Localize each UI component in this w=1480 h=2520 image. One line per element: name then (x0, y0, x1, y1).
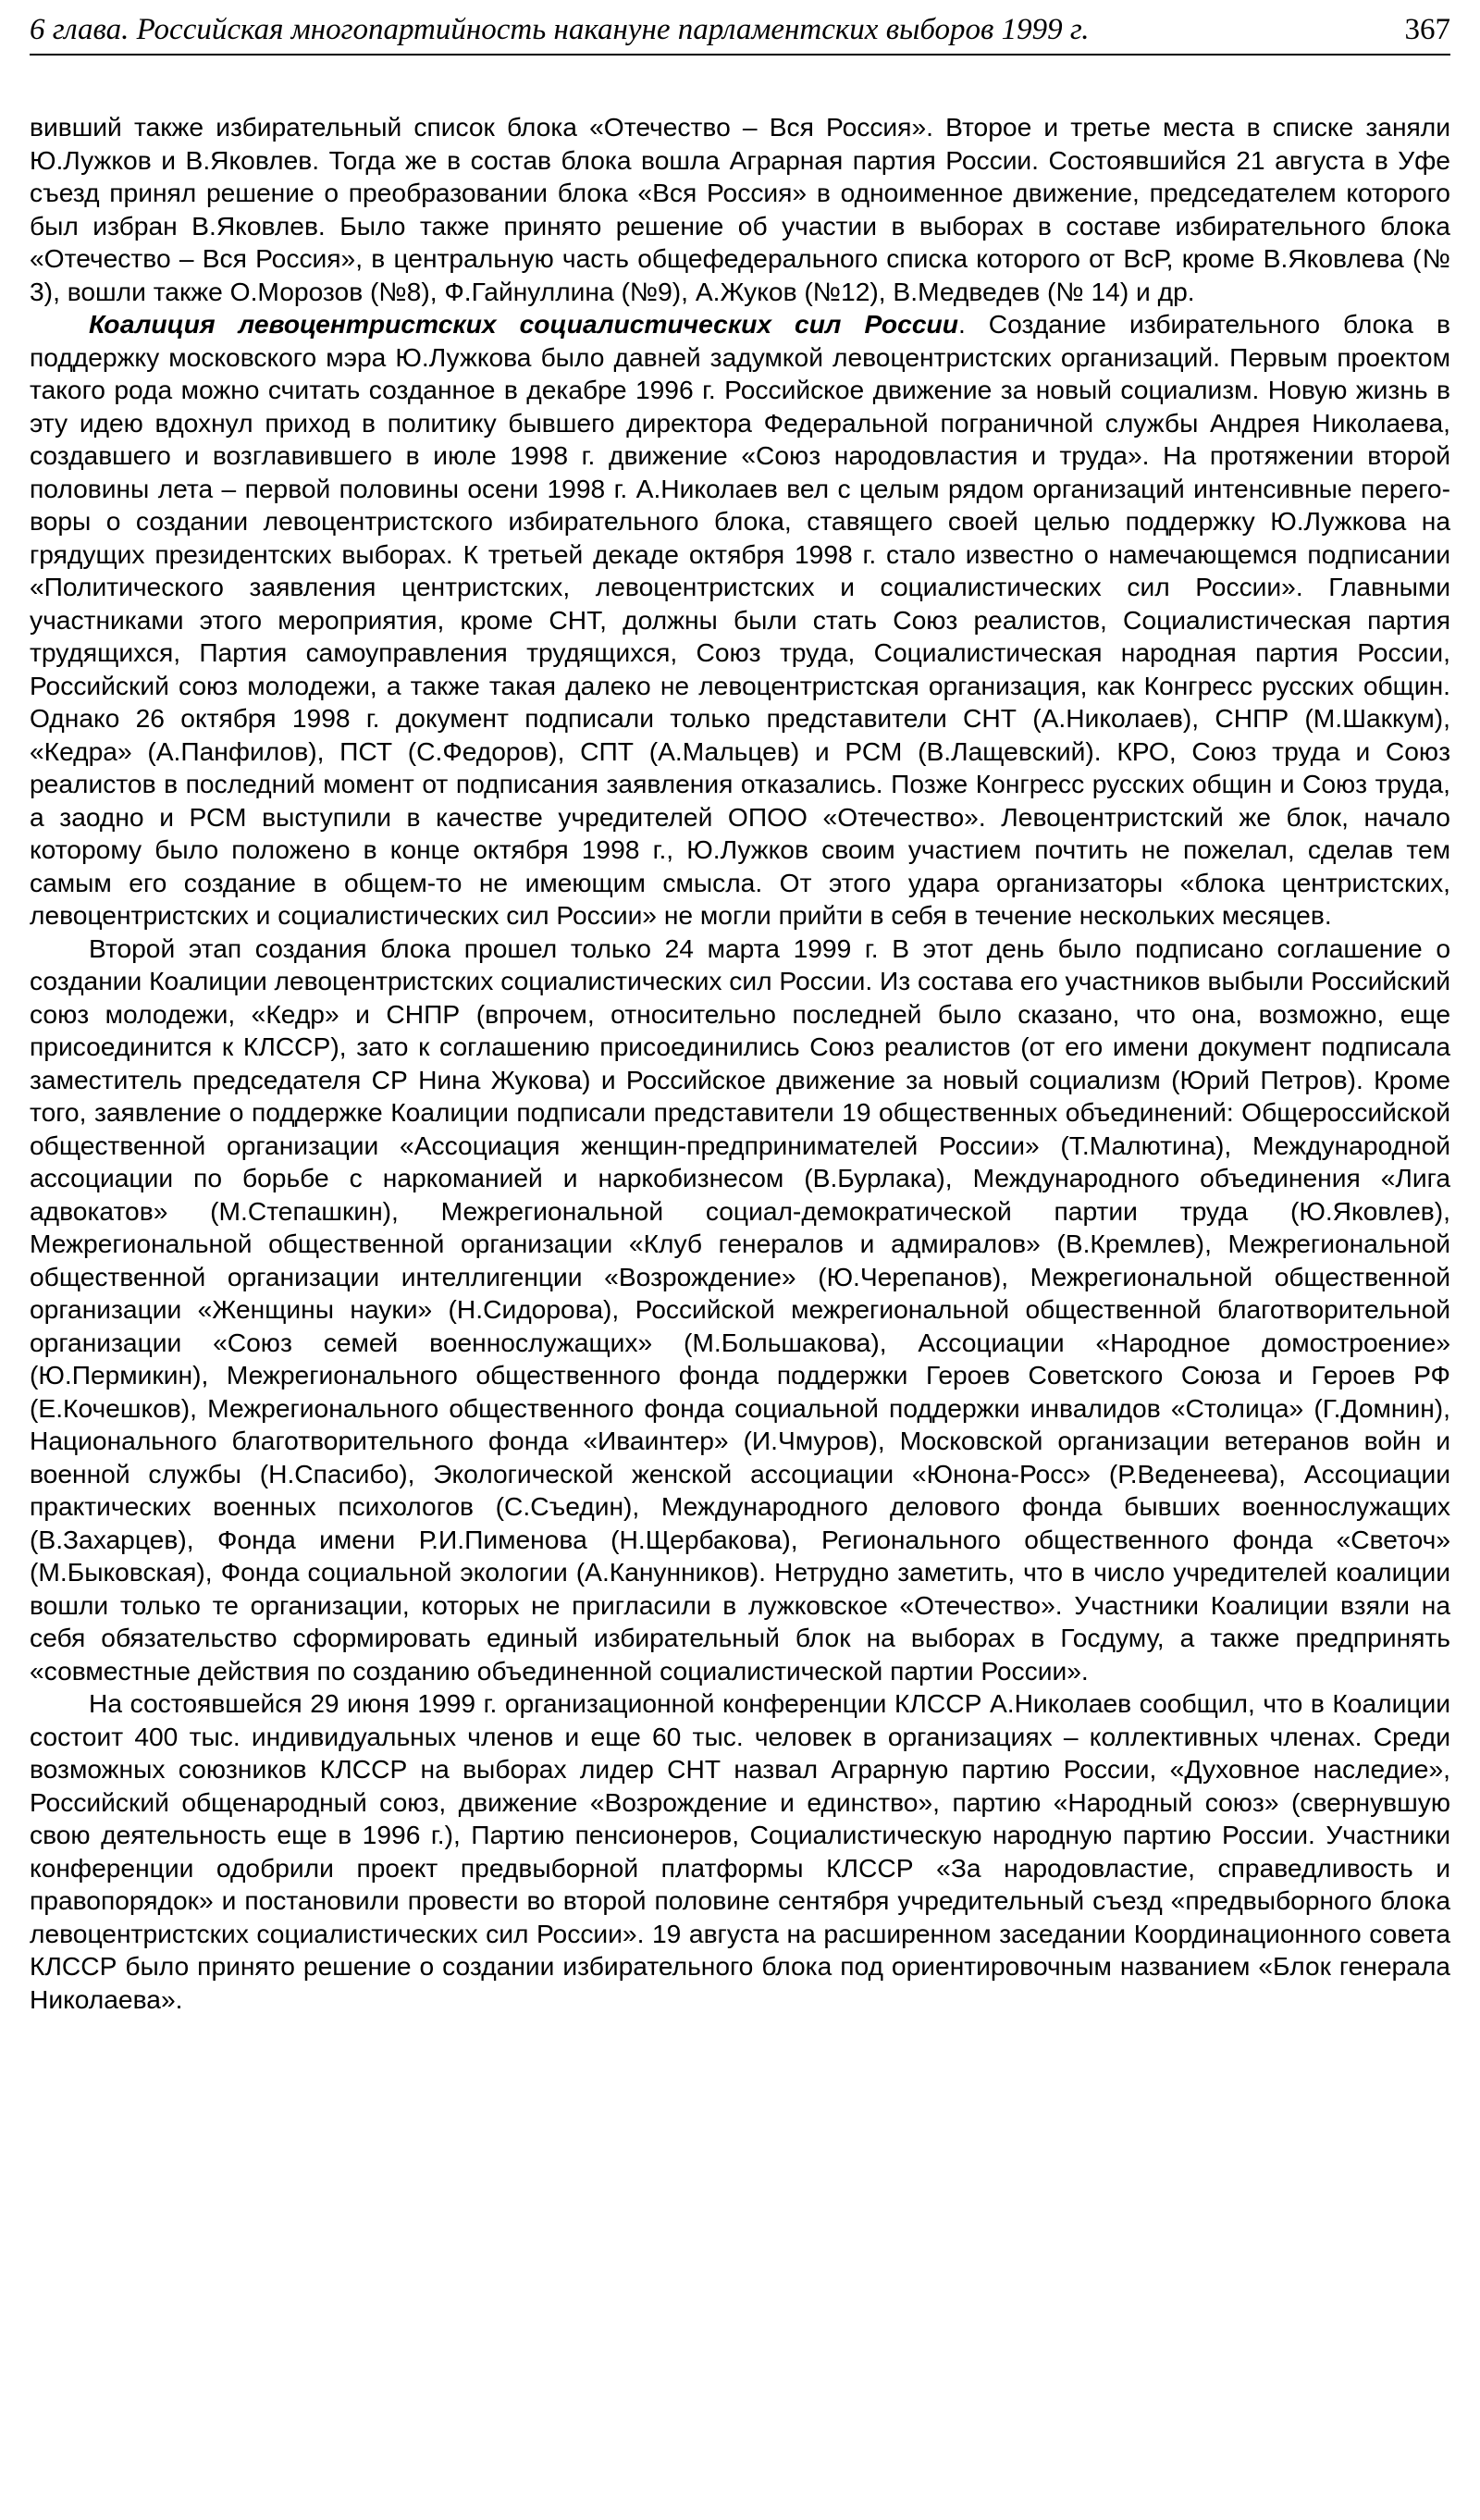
chapter-title: 6 глава. Российская многопартийность накануне парламентских выборов 1999 г. (30, 13, 1090, 46)
header-rule (30, 54, 1450, 56)
paragraph-text: На состоявшейся 29 июня 1999 г. организационной конференции КЛССР А.Николаев сообщил, что в Коалиции состоит 400 тыс. индивидуальных членов и еще 60 тыс. человек в организациях – коллективных членах. Среди возможных союзников КЛССР на выборах лидер СНТ назвал Аграрную партию России, «Духовное наследие», Российский общенародный союз, движение «Возрождение и единство», партию «Народный союз» (свернувшую свою деятельность еще в 1996 г.), Партию пенсионеров, Социалистическую народную партию России. Участники конференции одобрили проект предвыборной платформы КЛССР «За народовластие, справедливость и правопорядок» и постановили провести во второй половине сентября учредительный съезд «предвыборного блока левоцентристских социалистических сил России». 19 августа на расширенном заседании Координационного совета КЛССР было принято решение о создании избирательного блока под ориентировочным названием «Блок генерала Николаева». (30, 1688, 1450, 2014)
running-header (30, 9, 1450, 50)
page-number: 367 (1404, 13, 1450, 46)
paragraph-4 (30, 1687, 1450, 2016)
paragraph-text: вивший также избирательный список блока «Отечество – Вся Россия». Второе и третье места в списке заняли Ю.Лужков и В.Яковлев. Тогда же в состав блока вошла Аграрная партия России. Состоявшийся 21 августа в Уфе съезд принял решение о преобразовании блока «Вся Россия» в одноименное движение, председателем которого был избран В.Яковлев. Было также принято решение об участии в выборах в составе избирательного блока «Отечество – Вся Россия», в центральную часть общефедерального списка которого от ВсР, кроме В.Яковлева (№ 3), вошли также О.Морозов (№8), Ф.Гайнуллина (№9), А.Жуков (№12), В.Медведев (№ 14) и др. (30, 112, 1450, 306)
paragraph-text: . Создание избирательного блока в поддержку московского мэра Ю.Лужкова было давней задумкой левоцентристских организаций. Первым проектом такого рода можно считать созданное в декабре 1996 г. Российское движение за новый социализм. Новую жизнь в эту идею вдохнул приход в политику бывшего директора Федеральной пограничной службы Андрея Николаева, создавшего и возглавившего в июле 1998 г. движение «Союз народовластия и труда». На протяжении второй половины лета – первой половины осени 1998 г. А.Николаев вел с целым рядом организаций интенсивные переговоры о создании левоцентристского избирательного блока, ставящего своей целью поддержку Ю.Лужкова на грядущих президентских выборах. К третьей декаде октября 1998 г. стало известно о намечающемся подписании «Политического заявления центристских, левоцентристских и социалистических сил России». Главными участниками этого мероприятия, кроме СНТ, должны были стать Союз реалистов, Социалистическая партия трудящихся, Партия самоуправления трудящихся, Союз труда, Социалистическая народная партия России, Российский союз молодежи, а также такая далеко не левоцентристская организация, как Конгресс русских общин. Однако 26 октября 1998 г. документ подписали только представители СНТ (А.Николаев), СНПР (М.Шаккум), «Кедра» (А.Панфилов), ПСТ (С.Федоров), СПТ (А.Мальцев) и РСМ (В.Лащевский). КРО, Союз труда и Союз реалистов в последний момент от подписания заявления отказались. Позже Конгресс русских общин и Союз труда, а заодно и РСМ выступили в качестве учредителей ОПОО «Отечество». Левоцентристский же блок, начало которому было положено в конце октября 1998 г., Ю.Лужков своим участием почтить не пожелал, сделав тем самым его создание в общем-то не имеющим смысла. От этого удара организаторы «блока центристских, левоцентристских и социалистических сил России» не могли прийти в себя в течение нескольких месяцев. (30, 309, 1450, 930)
paragraph-2 (30, 308, 1450, 933)
body-text (30, 111, 1450, 2016)
section-lead: Коалиция левоцентристских социалистических сил России (89, 309, 958, 339)
paragraph-text: Второй этап создания блока прошел только 24 марта 1999 г. В этот день было подписано соглашение о создании Коалиции левоцентристских социалистических сил России. Из состава его участников выбыли Российский союз молодежи, «Кедр» и СНПР (впрочем, относительно последней было сказано, что она, возможно, еще присоединится к КЛССР), зато к соглашению присоединились Союз реалистов (от его имени документ подписала заместитель председателя СР Нина Жукова) и Российское движение за новый социализм (Юрий Петров). Кроме того, заявление о поддержке Коалиции подписали представители 19 общественных объединений: Общероссийской общественной организации «Ассоциация женщин-предпринимателей России» (Т.Малютина), Международной ассоциации по борьбе с наркоманией и наркобизнесом (В.Бурлака), Международного объединения «Лига адвокатов» (М.Степашкин), Межрегиональной социал-демократической партии труда (Ю.Яковлев), Межрегиональной общественной организации «Клуб генералов и адмиралов» (В.Кремлев), Межрегиональной общественной организации интеллигенции «Возрождение» (Ю.Черепанов), Межрегиональной общественной организации «Женщины науки» (Н.Сидорова), Российской межрегиональной общественной благотворительной организации «Союз семей военнослужащих» (М.Большакова), Ассоциации «Народное домостроение» (Ю.Пермикин), Межрегионального общественного фонда поддержки Героев Советского Союза и Героев РФ (Е.Кочешков), Межрегионального общественного фонда социальной поддержки инвалидов «Столица» (Г.Домнин), Национального благотворительного фонда «Иваинтер» (И.Чмуров), Московской организации ветеранов войн и военной службы (Н.Спасибо), Экологической женской ассоциации «Юнона-Росс» (Р.Веденеева), Ассоциации практических военных психологов (С.Съедин), Международного делового фонда бывших военнослужащих (В.Захарцев), Фонда имени Р.И.Пименова (Н.Щербакова), Регионального общественного фонда «Светоч» (М.Быковская), Фонда социальной экологии (А.Канунников). Нетрудно заметить, что в число учредителей коалиции вошли только те организации, которых не пригласили в лужковское «Отечество». Участники Коалиции взяли на себя обязательство сформировать единый избирательный блок на выборах в Госдуму, а также предпринять «совместные действия по созданию объединенной социалистической партии России». (30, 933, 1450, 1686)
paragraph-3 (30, 933, 1450, 1688)
paragraph-1 (30, 111, 1450, 308)
